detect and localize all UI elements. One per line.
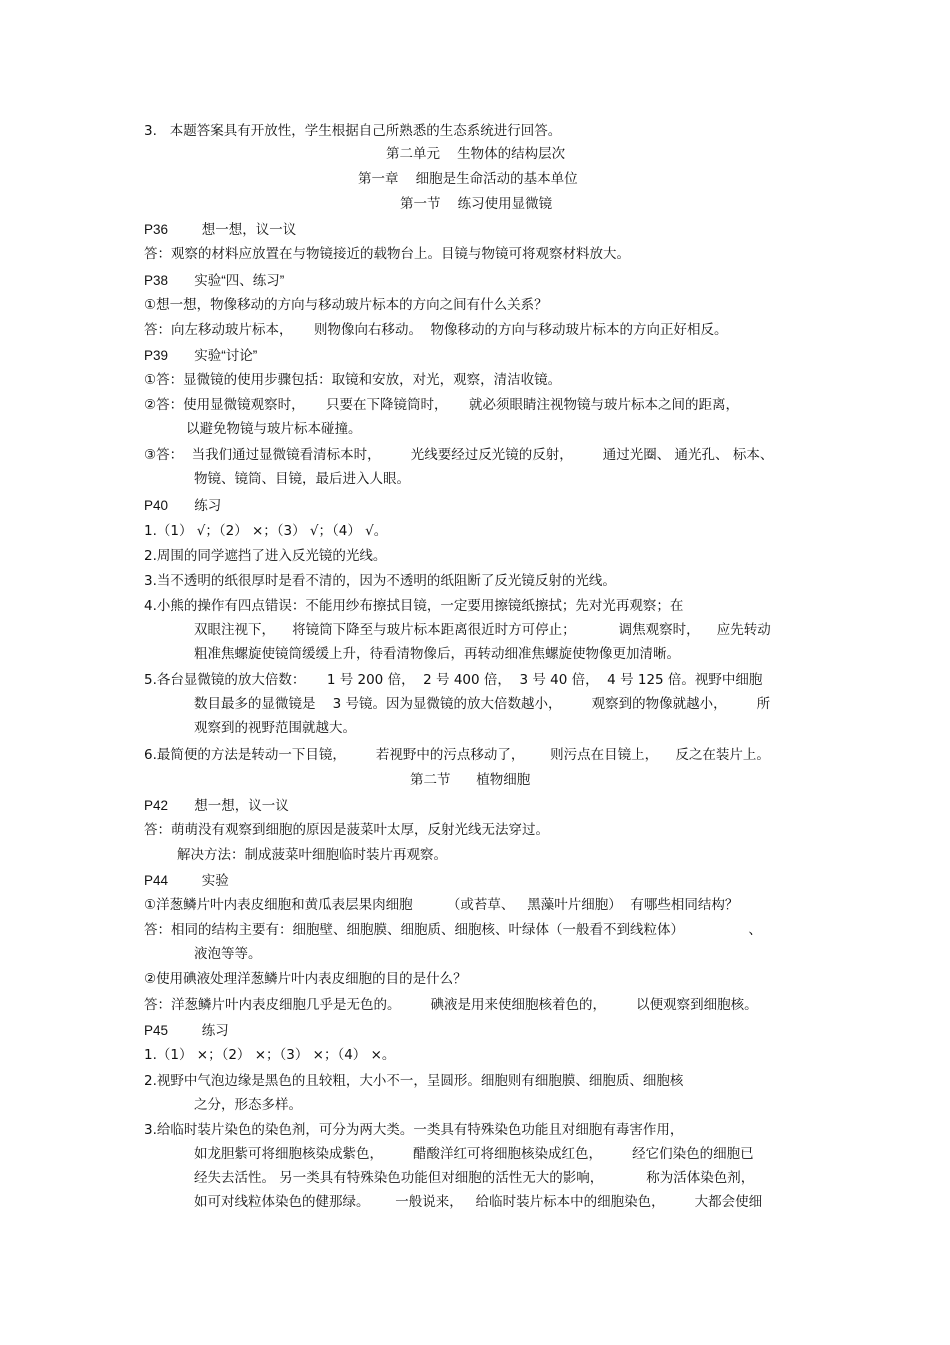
answer-p45-3-cont-3: 如可对线粒体染色的健那绿。 一般说来， 给临时装片标本中的细胞染色， 大都会使细 (194, 1194, 763, 1210)
answer-p45-3: 3.给临时装片染色的染色剂，可分为两大类。一类具有特殊染色功能且对细胞有毒害作用， (144, 1122, 684, 1138)
answer-p40-4: 4.小熊的操作有四点错误：不能用纱布擦拭目镜，一定要用擦镜纸擦拭；先对光再观察；在 (144, 598, 684, 614)
answer-p36: 答：观察的材料应放置在与物镜接近的载物台上。目镜与物镜可将观察材料放大。 (144, 246, 630, 262)
page-ref-p44: P44 实验 (144, 873, 229, 888)
page-ref-p39: P39 实验“讨论” (144, 348, 258, 363)
section-heading: 第一节 练习使用显微镜 (400, 196, 553, 212)
question-p38: ①想一想，物像移动的方向与移动玻片标本的方向之间有什么关系？ (144, 297, 548, 313)
answer-p45-2: 2.视野中气泡边缘是黑色的且较粗，大小不一，呈圆形。细胞则有细胞膜、细胞质、细胞核 (144, 1073, 684, 1089)
answer-p39-3-cont: 物镜、镜筒、目镜，最后进入人眼。 (194, 471, 410, 487)
answer-p45-3-cont-1: 如龙胆紫可将细胞核染成紫色， 醋酸洋红可将细胞核染成红色， 经它们染色的细胞已 (194, 1146, 754, 1162)
answer-p40-4-cont-2: 粗准焦螺旋使镜筒缓缓上升，待看清物像后，再转动细准焦螺旋使物像更加清晰。 (194, 646, 680, 662)
section-heading-2: 第二节 植物细胞 (410, 772, 531, 788)
answer-p40-5: 5.各台显微镜的放大倍数： 1 号 200 倍， 2 号 400 倍， 3 号 40 倍， 4 号 125 倍。视野中细胞 (144, 672, 763, 688)
answer-p40-5-cont-1: 数目最多的显微镜是 3 号镜。因为显微镜的放大倍数越小， 观察到的物像就越小， 所 (194, 696, 771, 712)
page-ref-p42: P42 想一想，议一议 (144, 798, 289, 813)
answer-p39-1: ①答：显微镜的使用步骤包括：取镜和安放，对光，观察，清洁收镜。 (144, 372, 562, 388)
answer-p40-1: 1.（1） √；（2） ×；（3） √；（4） √。 (144, 523, 388, 539)
answer-p39-3: ③答： 当我们通过显微镜看清标本时， 光线要经过反光镜的反射， 通过光圈、 通光孔、 标本、 (144, 447, 774, 463)
answer-p45-2-cont: 之分，形态多样。 (194, 1097, 302, 1113)
question-p44-1: ①洋葱鳞片叶内表皮细胞和黄瓜表层果肉细胞 （或苔草、 黑藻叶片细胞） 有哪些相同结构？ (144, 897, 739, 913)
answer-line-3: 3. 本题答案具有开放性，学生根据自己所熟悉的生态系统进行回答。 (144, 123, 562, 139)
answer-p40-5-cont-2: 观察到的视野范围就越大。 (194, 720, 356, 736)
page-ref-p40: P40 练习 (144, 498, 222, 513)
answer-p44-1-cont: 液泡等等。 (194, 946, 262, 962)
answer-p44-1: 答：相同的结构主要有：细胞壁、细胞膜、细胞质、细胞核、叶绿体（一般看不到线粒体） 、 (144, 922, 762, 938)
page-ref-p45: P45 练习 (144, 1023, 229, 1038)
chapter-heading: 第一章 细胞是生命活动的基本单位 (358, 171, 578, 187)
answer-p45-1: 1.（1） ×；（2） ×；（3） ×；（4） ×。 (144, 1047, 396, 1063)
answer-p44-2: 答：洋葱鳞片叶内表皮细胞几乎是无色的。 碘液是用来使细胞核着色的， 以便观察到细胞核。 (144, 997, 758, 1013)
question-p44-2: ②使用碘液处理洋葱鳞片叶内表皮细胞的目的是什么？ (144, 971, 467, 987)
answer-p39-2-cont: 以避免物镜与玻片标本碰撞。 (186, 421, 362, 437)
answer-p42: 答：萌萌没有观察到细胞的原因是菠菜叶太厚，反射光线无法穿过。 (144, 822, 549, 838)
unit-heading: 第二单元 生物体的结构层次 (386, 146, 566, 162)
page-ref-p38: P38 实验“四、练习” (144, 273, 285, 288)
answer-p40-6: 6.最简便的方法是转动一下目镜， 若视野中的污点移动了， 则污点在目镜上， 反之在装片上。 (144, 747, 770, 763)
answer-p45-3-cont-2: 经失去活性。 另一类具有特殊染色功能但对细胞的活性无大的影响， 称为活体染色剂， (194, 1170, 755, 1186)
page-ref-p36: P36 想一想，议一议 (144, 222, 297, 237)
answer-p38: 答：向左移动玻片标本， 则物像向右移动。 物像移动的方向与移动玻片标本的方向正好相反。 (144, 322, 728, 338)
answer-p40-3: 3.当不透明的纸很厚时是看不清的，因为不透明的纸阻断了反光镜反射的光线。 (144, 573, 616, 589)
answer-p40-2: 2.周围的同学遮挡了进入反光镜的光线。 (144, 548, 387, 564)
answer-p39-2: ②答：使用显微镜观察时， 只要在下降镜筒时， 就必须眼睛注视物镜与玻片标本之间的距离， (144, 397, 740, 413)
answer-p42-solution: 解决方法：制成菠菜叶细胞临时装片再观察。 (177, 847, 447, 863)
answer-p40-4-cont-1: 双眼注视下， 将镜筒下降至与玻片标本距离很近时方可停止； 调焦观察时， 应先转动 (194, 622, 771, 638)
